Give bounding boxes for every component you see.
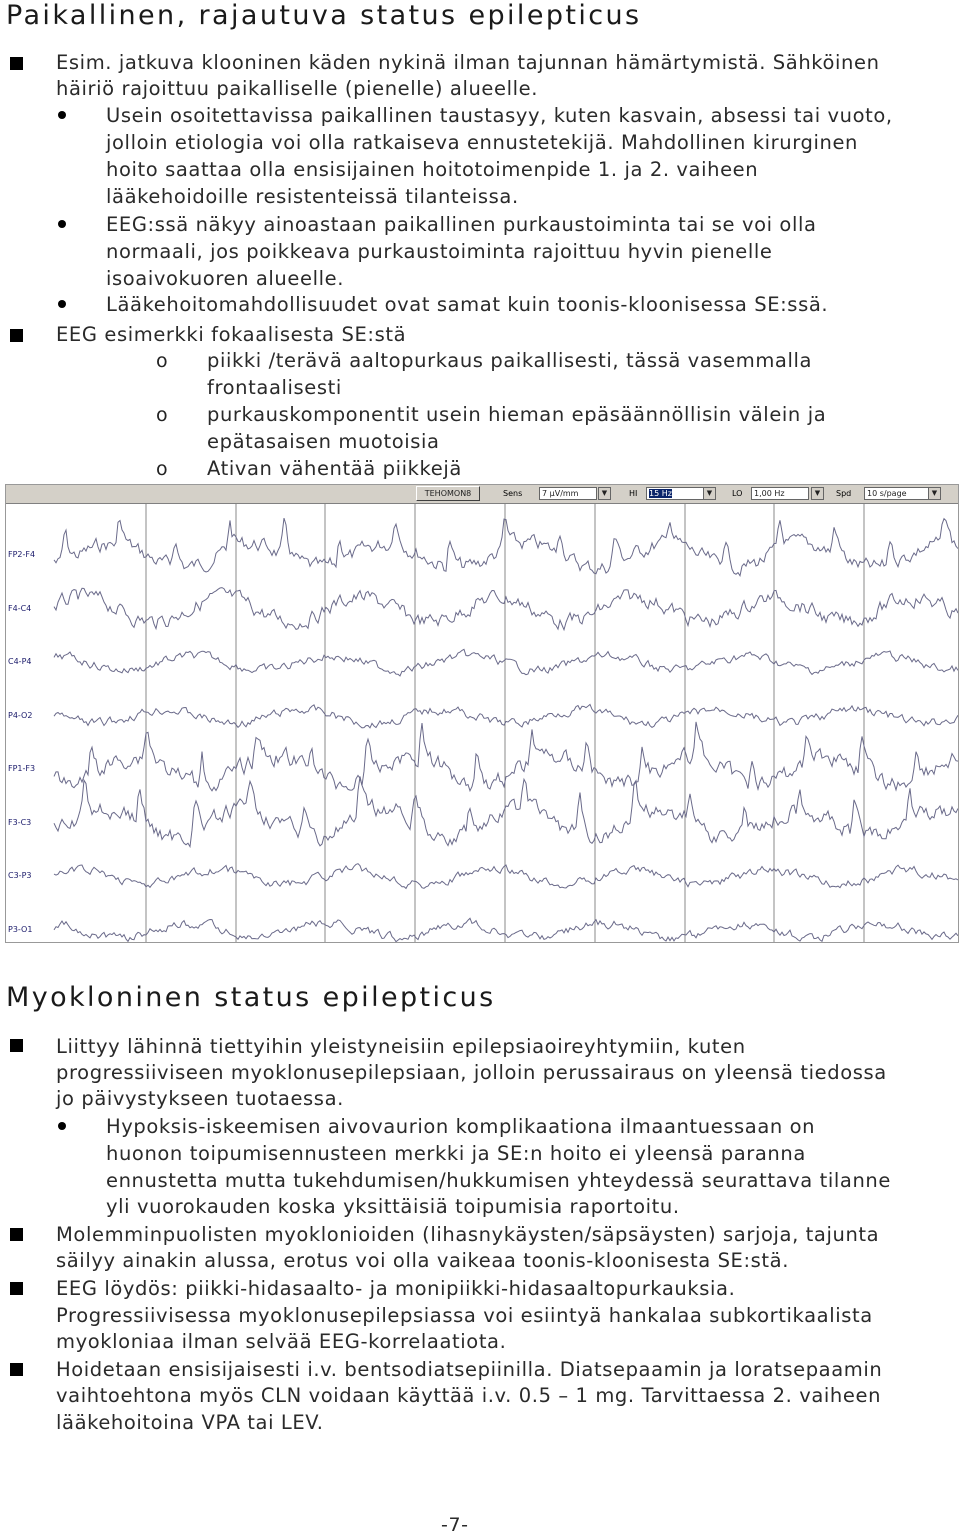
text-line: jo päivystykseen tuotaessa. xyxy=(56,1087,344,1110)
text-line: hoito saattaa olla ensisijainen hoitotoimenpide 1. ja 2. vaiheen xyxy=(106,158,759,181)
eeg-trace xyxy=(54,777,958,847)
sens-label: Sens xyxy=(503,489,523,498)
text-line: lääkehoidoille resistenteissä tilanteissa. xyxy=(106,185,519,208)
text-line: lääkehoitoina VPA tai LEV. xyxy=(56,1411,324,1434)
text-line: isoaivokuoren alueelle. xyxy=(106,267,345,290)
circle-bullet-icon: o xyxy=(156,350,168,372)
eeg-traces xyxy=(6,504,958,942)
text-line: vaihtoehtona myös CLN voidaan käyttää i.v. 0.5 – 1 mg. Tarvittaessa 2. vaiheen xyxy=(56,1384,882,1407)
text-line: progressiiviseen myoklonusepilepsiaan, jolloin perussairaus on yleensä tiedossa xyxy=(56,1061,887,1084)
square-bullet-icon xyxy=(10,1282,23,1295)
text-line: Lääkehoitomahdollisuudet ovat samat kuin toonis-kloonisessa SE:ssä. xyxy=(106,293,829,316)
page-number: -7- xyxy=(441,1514,469,1536)
spd-label: Spd xyxy=(836,489,852,498)
square-bullet-icon xyxy=(10,329,23,342)
text-line: EEG löydös: piikki-hidasaalto- ja monipiikki-hidasaaltopurkauksia. xyxy=(56,1277,736,1300)
square-bullet-icon xyxy=(10,57,23,70)
text-line: Ativan vähentää piikkejä xyxy=(207,457,462,480)
chevron-down-icon[interactable]: ▼ xyxy=(703,487,716,500)
eeg-channel-label: C3-P3 xyxy=(8,871,32,880)
circle-bullet-icon: o xyxy=(156,458,168,480)
section-title-focal-se: Paikallinen, rajautuva status epilepticus xyxy=(6,0,642,31)
text-line: jolloin etiologia voi olla ratkaiseva ennustetekijä. Mahdollinen kirurginen xyxy=(106,131,859,154)
text-line: säilyy ainakin alussa, erotus voi olla vaikeaa toonis-kloonisesta SE:stä. xyxy=(56,1249,789,1272)
chevron-down-icon[interactable]: ▼ xyxy=(598,487,611,500)
text-line: Progressiivisessa myoklonusepilepsiassa voi esiintyä hankalaa subkortikaalista xyxy=(56,1304,873,1327)
square-bullet-icon xyxy=(10,1039,23,1052)
eeg-figure xyxy=(5,484,959,943)
text-line: Hoidetaan ensisijaisesti i.v. bentsodiatsepiinilla. Diatsepaamin ja loratsepaamin xyxy=(56,1358,883,1381)
text-line: epätasaisen muotoisia xyxy=(207,430,440,453)
eeg-channel-label: P4-O2 xyxy=(8,710,33,720)
chevron-down-icon[interactable]: ▼ xyxy=(811,487,824,500)
eeg-channel-label: FP2-F4 xyxy=(8,550,36,559)
text-line: Usein osoitettavissa paikallinen taustasyy, kuten kasvain, absessi tai vuoto, xyxy=(106,104,893,127)
eeg-trace xyxy=(54,518,958,576)
montage-button[interactable]: TEHOMON8 xyxy=(416,486,480,501)
eeg-channel-label: C4-P4 xyxy=(8,657,32,666)
hi-label: HI xyxy=(629,489,638,498)
dot-bullet-icon xyxy=(58,1122,66,1130)
hi-select-value: 15 Hz xyxy=(649,489,672,498)
text-line: Hypoksis-iskeemisen aivovaurion komplikaationa ilmaantuessaan on xyxy=(106,1115,816,1138)
eeg-trace xyxy=(54,918,958,941)
text-line: Esim. jatkuva klooninen käden nykinä ilman tajunnan hämärtymistä. Sähköinen xyxy=(56,51,880,74)
sens-select[interactable]: 7 µV/mm xyxy=(539,487,597,500)
lo-label: LO xyxy=(732,489,743,498)
eeg-channel-label: FP1-F3 xyxy=(8,764,36,773)
text-line: häiriö rajoittuu paikalliselle (pienelle) alueelle. xyxy=(56,77,539,100)
lo-select[interactable]: 1,00 Hz xyxy=(751,487,809,500)
text-line: normaali, jos poikkeava purkaustoiminta rajoittuu hyvin pienelle xyxy=(106,240,773,263)
spd-select[interactable]: 10 s/page xyxy=(864,487,930,500)
dot-bullet-icon xyxy=(58,220,66,228)
text-line: yli vuorokauden koska yksittäisiä toipumisia raportoitu. xyxy=(106,1195,680,1218)
text-line: Liittyy lähinnä tiettyihin yleistyneisiin epilepsiaoireyhtymiin, kuten xyxy=(56,1035,746,1058)
eeg-toolbar xyxy=(6,485,958,504)
text-line: myokloniaa ilman selvää EEG-korrelaatiota. xyxy=(56,1330,507,1353)
dot-bullet-icon xyxy=(58,300,66,308)
chevron-down-icon[interactable]: ▼ xyxy=(928,487,941,500)
text-line: purkauskomponentit usein hieman epäsäännöllisin välein ja xyxy=(207,403,827,426)
eeg-channel-label: F4-C4 xyxy=(8,603,32,613)
text-line: ennustetta mutta tukehdumisen/hukkumisen yhteydessä seurattava tilanne xyxy=(106,1169,891,1192)
eeg-trace xyxy=(54,649,958,676)
eeg-trace xyxy=(54,864,958,889)
eeg-trace xyxy=(54,722,958,791)
text-line: frontaalisesti xyxy=(207,376,342,399)
section-title-myoclonic-se: Myokloninen status epilepticus xyxy=(6,982,496,1013)
eeg-channel-label: P3-O1 xyxy=(8,924,33,934)
dot-bullet-icon xyxy=(58,111,66,119)
text-line: EEG esimerkki fokaalisesta SE:stä xyxy=(56,323,407,346)
eeg-channel-label: F3-C3 xyxy=(8,817,32,827)
text-line: piikki /terävä aaltopurkaus paikallisesti, tässä vasemmalla xyxy=(207,349,813,372)
eeg-trace xyxy=(54,588,958,630)
eeg-trace xyxy=(54,704,958,727)
hi-select[interactable] xyxy=(646,487,704,500)
text-line: EEG:ssä näkyy ainoastaan paikallinen purkaustoiminta tai se voi olla xyxy=(106,213,817,236)
square-bullet-icon xyxy=(10,1363,23,1376)
text-line: huonon toipumisennusteen merkki ja SE:n hoito ei yleensä paranna xyxy=(106,1142,806,1165)
square-bullet-icon xyxy=(10,1228,23,1241)
circle-bullet-icon: o xyxy=(156,404,168,426)
text-line: Molemminpuolisten myoklonioiden (lihasnykäysten/säpsäysten) sarjoja, tajunta xyxy=(56,1223,880,1246)
